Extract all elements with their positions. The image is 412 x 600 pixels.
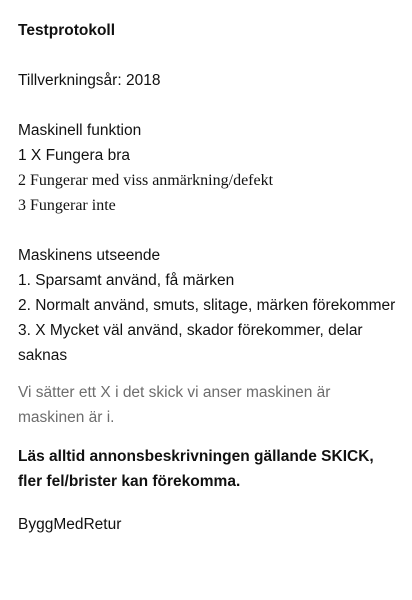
spacer [18,430,398,444]
function-option-1: 1 X Fungera bra [18,147,131,164]
seller-signature: ByggMedRetur [18,516,122,533]
spacer [18,93,398,118]
manufacturing-year: Tillverkningsår: 2018 [18,72,161,89]
appearance-option-1: 1. Sparsamt använd, få märken [18,272,235,289]
appearance-option-2: 2. Normalt använd, smuts, slitage, märken förekommer [18,297,396,314]
spacer [18,43,398,68]
spacer [18,494,398,512]
document-heading: Testprotokoll [18,22,116,39]
function-option-2: 2 Fungerar med viss anmärkning/defekt [18,172,274,189]
document-body [18,18,398,537]
condition-warning: Läs alltid annonsbeskrivningen gällande SKICK, fler fel/brister kan förekomma. [18,448,374,490]
appearance-section-title: Maskinens utseende [18,247,161,264]
function-option-3: 3 Fungerar inte [18,197,116,214]
function-section-title: Maskinell funktion [18,122,142,139]
spacer [18,368,398,380]
spacer [18,218,398,243]
marking-note: Vi sätter ett X i det skick vi anser maskinen är maskinen är i. [18,384,331,426]
appearance-option-3: 3. X Mycket väl använd, skador förekommer, delar saknas [18,322,363,364]
